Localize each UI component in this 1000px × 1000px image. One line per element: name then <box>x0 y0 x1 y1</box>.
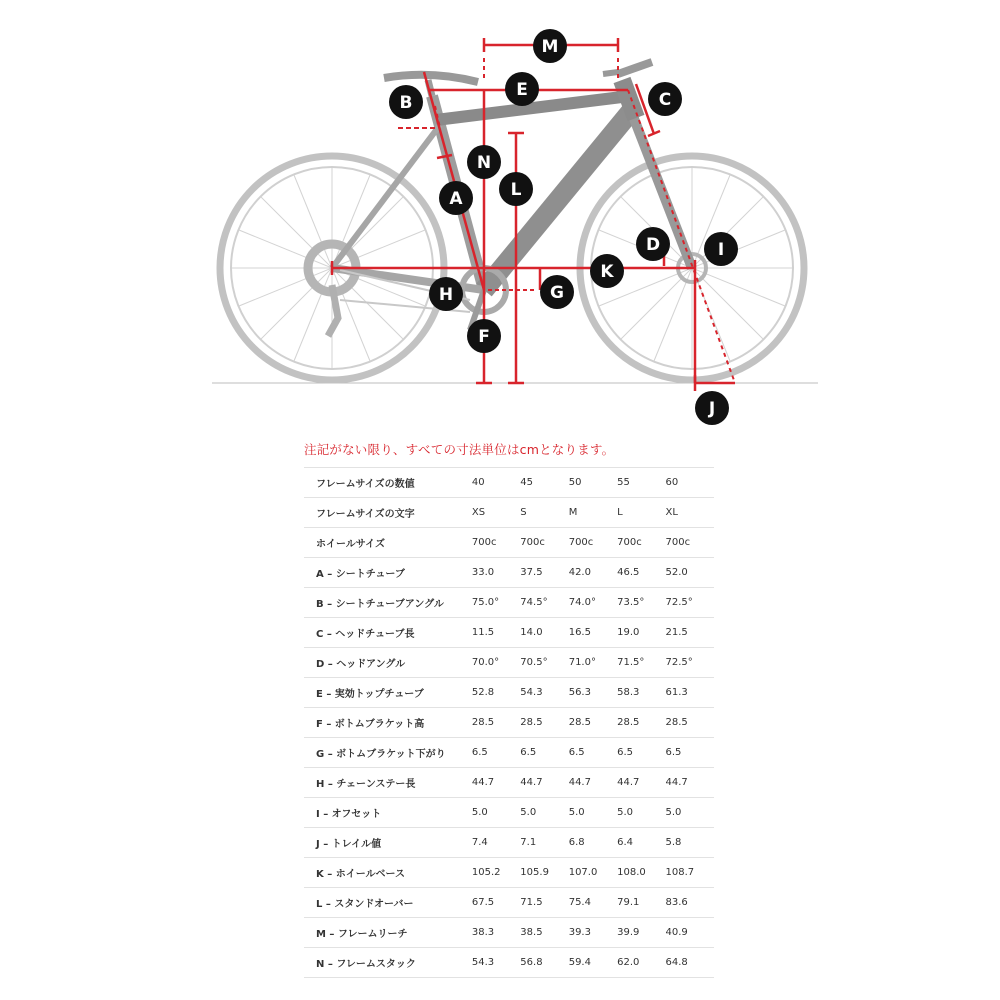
table-row <box>304 618 714 648</box>
size-value: 700c <box>569 528 617 558</box>
badge-b-label: B <box>399 93 413 113</box>
bike-geometry-diagram <box>0 0 1000 430</box>
size-value: 44.7 <box>666 768 714 798</box>
size-value: 58.3 <box>617 678 665 708</box>
size-value: 107.0 <box>569 858 617 888</box>
size-value: 70.0° <box>472 648 520 678</box>
row-label: フレームサイズの数値 <box>304 468 472 498</box>
badge-i-label: I <box>717 240 725 260</box>
size-value: 40 <box>472 468 520 498</box>
size-value: 38.5 <box>520 918 568 948</box>
size-value: 52.8 <box>472 678 520 708</box>
row-label: M – フレームリーチ <box>304 918 472 948</box>
table-row <box>304 828 714 858</box>
row-label: J – トレイル値 <box>304 828 472 858</box>
size-value: 21.5 <box>666 618 714 648</box>
badge-e <box>505 72 539 106</box>
table-row <box>304 858 714 888</box>
size-value: 19.0 <box>617 618 665 648</box>
size-value: 73.5° <box>617 588 665 618</box>
row-label: I – オフセット <box>304 798 472 828</box>
table-row <box>304 768 714 798</box>
size-value: 72.5° <box>666 648 714 678</box>
badge-k <box>590 254 624 288</box>
row-label: B – シートチューブアングル <box>304 588 472 618</box>
badge-g <box>540 275 574 309</box>
size-value: 59.4 <box>569 948 617 978</box>
size-value: 700c <box>520 528 568 558</box>
size-value: 700c <box>617 528 665 558</box>
size-value: 16.5 <box>569 618 617 648</box>
size-value: 700c <box>666 528 714 558</box>
size-value: 61.3 <box>666 678 714 708</box>
row-label: H – チェーンステー長 <box>304 768 472 798</box>
size-value: 28.5 <box>617 708 665 738</box>
size-value: 5.0 <box>666 798 714 828</box>
badge-j-label: J <box>708 399 716 419</box>
size-value: 14.0 <box>520 618 568 648</box>
size-value: XL <box>666 498 714 528</box>
size-value: S <box>520 498 568 528</box>
size-value: 74.0° <box>569 588 617 618</box>
size-value: 75.0° <box>472 588 520 618</box>
size-value: 700c <box>472 528 520 558</box>
badge-k-label: K <box>600 262 614 282</box>
table-row <box>304 528 714 558</box>
row-label: A – シートチューブ <box>304 558 472 588</box>
size-value: 45 <box>520 468 568 498</box>
size-value: 5.0 <box>520 798 568 828</box>
badge-i <box>704 232 738 266</box>
size-value: 40.9 <box>666 918 714 948</box>
size-value: 108.0 <box>617 858 665 888</box>
size-value: 52.0 <box>666 558 714 588</box>
badge-n-label: N <box>476 153 492 173</box>
size-value: 72.5° <box>666 588 714 618</box>
size-value: 5.0 <box>569 798 617 828</box>
row-label: E – 実効トップチューブ <box>304 678 472 708</box>
size-value: 28.5 <box>666 708 714 738</box>
badge-a-label: A <box>449 189 463 209</box>
size-value: 39.9 <box>617 918 665 948</box>
size-value: 67.5 <box>472 888 520 918</box>
geometry-table <box>304 467 714 978</box>
table-row <box>304 738 714 768</box>
size-value: 54.3 <box>520 678 568 708</box>
row-label: フレームサイズの文字 <box>304 498 472 528</box>
size-value: 5.0 <box>617 798 665 828</box>
size-value: 7.1 <box>520 828 568 858</box>
size-value: 38.3 <box>472 918 520 948</box>
size-value: 75.4 <box>569 888 617 918</box>
table-row <box>304 588 714 618</box>
row-label: K – ホイールベース <box>304 858 472 888</box>
table-row <box>304 678 714 708</box>
table-row <box>304 468 714 498</box>
units-note: 注記がない限り、すべての寸法単位はcmとなります。 <box>304 442 615 457</box>
size-value: 64.8 <box>666 948 714 978</box>
size-value: 28.5 <box>569 708 617 738</box>
size-value: 71.0° <box>569 648 617 678</box>
size-value: 44.7 <box>617 768 665 798</box>
size-value: XS <box>472 498 520 528</box>
size-value: 42.0 <box>569 558 617 588</box>
size-value: 44.7 <box>472 768 520 798</box>
size-value: 55 <box>617 468 665 498</box>
badge-h <box>429 277 463 311</box>
table-row <box>304 888 714 918</box>
row-label: D – ヘッドアングル <box>304 648 472 678</box>
badge-d-label: D <box>645 235 661 255</box>
badge-d <box>636 227 670 261</box>
row-label: ホイールサイズ <box>304 528 472 558</box>
badge-j <box>695 391 729 425</box>
size-value: 6.4 <box>617 828 665 858</box>
badge-g-label: G <box>550 283 564 303</box>
size-value: 105.9 <box>520 858 568 888</box>
badge-h-label: H <box>438 285 454 305</box>
size-value: 6.8 <box>569 828 617 858</box>
size-value: 7.4 <box>472 828 520 858</box>
table-row <box>304 918 714 948</box>
badge-l <box>499 172 533 206</box>
size-value: 71.5° <box>617 648 665 678</box>
size-value: 39.3 <box>569 918 617 948</box>
size-value: 44.7 <box>520 768 568 798</box>
row-label: L – スタンドオーバー <box>304 888 472 918</box>
size-value: 60 <box>666 468 714 498</box>
size-value: 79.1 <box>617 888 665 918</box>
size-value: 5.0 <box>472 798 520 828</box>
size-value: 71.5 <box>520 888 568 918</box>
table-row <box>304 648 714 678</box>
table-row <box>304 798 714 828</box>
badge-c-label: C <box>658 90 672 110</box>
badge-n <box>467 145 501 179</box>
row-label: N – フレームスタック <box>304 948 472 978</box>
badge-e-label: E <box>516 80 528 100</box>
size-value: 105.2 <box>472 858 520 888</box>
badge-m-label: M <box>541 37 559 57</box>
table-row <box>304 708 714 738</box>
size-value: 28.5 <box>472 708 520 738</box>
size-value: 108.7 <box>666 858 714 888</box>
badge-a <box>439 181 473 215</box>
size-value: 6.5 <box>617 738 665 768</box>
size-value: 62.0 <box>617 948 665 978</box>
geometry-table-body <box>304 468 714 978</box>
size-value: 56.3 <box>569 678 617 708</box>
size-value: 70.5° <box>520 648 568 678</box>
table-row <box>304 558 714 588</box>
table-row <box>304 498 714 528</box>
badge-l-label: L <box>510 180 522 200</box>
size-value: 46.5 <box>617 558 665 588</box>
size-value: 6.5 <box>520 738 568 768</box>
size-value: 56.8 <box>520 948 568 978</box>
table-row <box>304 948 714 978</box>
size-value: 28.5 <box>520 708 568 738</box>
badge-b <box>389 85 423 119</box>
size-value: 37.5 <box>520 558 568 588</box>
size-value: 6.5 <box>666 738 714 768</box>
size-value: L <box>617 498 665 528</box>
size-value: 44.7 <box>569 768 617 798</box>
badge-c <box>648 82 682 116</box>
size-value: 83.6 <box>666 888 714 918</box>
size-value: M <box>569 498 617 528</box>
badge-f <box>467 319 501 353</box>
row-label: F – ボトムブラケット高 <box>304 708 472 738</box>
badge-f-label: F <box>478 327 490 347</box>
row-label: C – ヘッドチューブ長 <box>304 618 472 648</box>
badge-m <box>533 29 567 63</box>
size-value: 50 <box>569 468 617 498</box>
size-value: 74.5° <box>520 588 568 618</box>
size-value: 54.3 <box>472 948 520 978</box>
size-value: 6.5 <box>472 738 520 768</box>
row-label: G – ボトムブラケット下がり <box>304 738 472 768</box>
size-value: 33.0 <box>472 558 520 588</box>
size-value: 11.5 <box>472 618 520 648</box>
size-value: 6.5 <box>569 738 617 768</box>
size-value: 5.8 <box>666 828 714 858</box>
